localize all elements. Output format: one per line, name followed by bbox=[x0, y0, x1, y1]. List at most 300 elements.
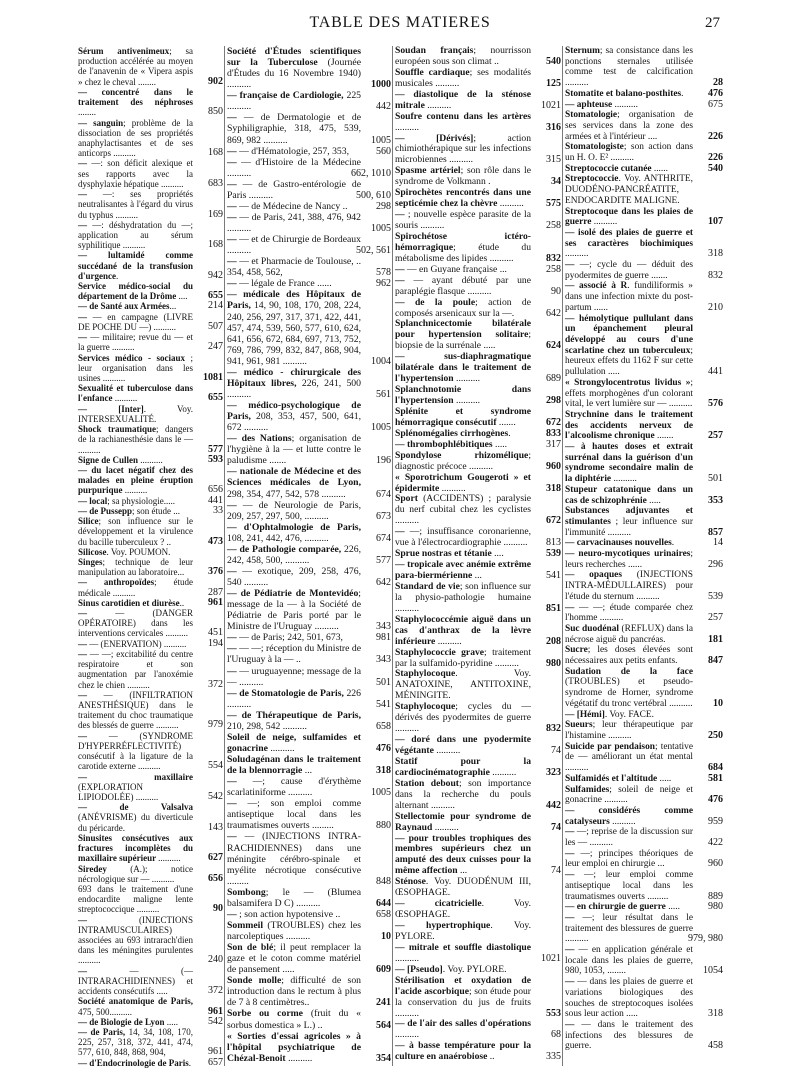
entry-text: — maxillaire (EXPLORATION LIPIODOLÉE) .......... bbox=[78, 771, 193, 802]
index-entry bbox=[395, 276, 561, 298]
index-entry bbox=[565, 710, 723, 721]
entry-text: Staphylocoque. Voy. ANATOXINE, ANTITOXINE, MÉNINGITE. bbox=[395, 668, 531, 702]
entry-text: Stomatite et balano-posthites. bbox=[565, 88, 684, 99]
index-entry bbox=[227, 544, 391, 566]
index-entry bbox=[227, 831, 391, 886]
entry-text: — — —; excitabilité du centre respiratoire et son augmentation par l'anoxémie chez le chien .......... bbox=[78, 648, 193, 690]
index-column-4 bbox=[565, 46, 723, 1052]
index-entry bbox=[565, 228, 723, 260]
entry-page: 68 bbox=[551, 1029, 561, 1041]
entry-text: Société d'Études scientifiques sur la Tuberculose (Journée d'Études du 16 Novembre 1940) .......... bbox=[227, 46, 361, 91]
index-entry bbox=[565, 774, 723, 785]
index-entry bbox=[227, 920, 391, 942]
entry-text: — en chirurgie de guerre ..... bbox=[565, 902, 680, 913]
entry-page: 857 bbox=[708, 526, 723, 538]
entry-page: 1005 bbox=[371, 223, 391, 234]
page-number: 27 bbox=[705, 15, 720, 31]
entry-page: 317 bbox=[546, 438, 561, 450]
index-entry bbox=[78, 996, 223, 1016]
entry-page: 627 bbox=[208, 852, 223, 864]
index-entry bbox=[395, 877, 561, 899]
entry-text: — — dans les plaies de guerre et variations biologiques des souches de streptocoques isolées sous leur action ..... bbox=[565, 977, 693, 1020]
entry-text: « Strongylocentrotus lividus »; effets morphogènes d'un colorant vital, le vert lumière sur — .......... bbox=[565, 377, 693, 410]
index-entry bbox=[78, 1027, 223, 1058]
index-entry bbox=[78, 118, 223, 159]
entry-text: Sudation de la face (TROUBLES) et pseudo-syndrome de Horner, syndrome végétatif du tronc vertébral .......... bbox=[565, 666, 693, 709]
index-entry bbox=[395, 735, 561, 757]
entry-page: 813 bbox=[546, 537, 561, 549]
index-entry bbox=[227, 887, 391, 909]
entry-page: 210 bbox=[708, 301, 723, 313]
index-entry bbox=[395, 702, 561, 735]
entry-page: 880 bbox=[376, 820, 391, 832]
entry-text: Société anatomique de Paris, 475, 500.......... bbox=[78, 996, 193, 1017]
entry-page: 657 bbox=[208, 1056, 223, 1068]
index-entry bbox=[395, 921, 561, 943]
entry-text: Staphylococcie grave; traitement par la sulfamido-pyridine .......... bbox=[395, 646, 531, 669]
entry-page: 961 bbox=[208, 1046, 223, 1058]
index-entry bbox=[395, 779, 561, 812]
entry-text: — considérés comme catalyseurs .......... bbox=[565, 805, 693, 827]
entry-text: — — (SYNDROME D'HYPERRÉFLECTIVITÉ) consécutif à la ligature de la carotide externe .......... bbox=[78, 730, 193, 772]
entry-page: 889 bbox=[708, 890, 723, 902]
entry-page: 981 bbox=[376, 632, 391, 644]
index-entry bbox=[78, 690, 223, 731]
index-entry bbox=[78, 301, 223, 311]
index-entry bbox=[565, 1020, 723, 1052]
index-entry bbox=[78, 649, 223, 690]
entry-page: 343 bbox=[376, 621, 391, 633]
entry-text: Station debout; son importance dans la recherche du pouls alternant .......... bbox=[395, 777, 531, 811]
entry-text: — — de Neurologie de Paris, 209, 257, 297, 500, .......... bbox=[227, 499, 361, 522]
entry-page: 107 bbox=[708, 216, 723, 228]
entry-text: — neuro-mycotiques urinaires; leurs recherches ...... bbox=[565, 549, 693, 570]
entry-text: — concentré dans le traitement des néphroses ........ bbox=[78, 86, 193, 118]
entry-text: — —; principes théoriques de leur emploi en chirurgie ... bbox=[565, 848, 693, 870]
entry-text: — — en campagne (LIVRE DE POCHE DU —) .......... bbox=[78, 311, 193, 332]
index-entry bbox=[78, 833, 223, 864]
entry-page: 168 bbox=[208, 239, 223, 251]
entry-page: 318 bbox=[376, 765, 391, 777]
entry-text: Service médico-social du département de la Drôme .... bbox=[78, 281, 193, 302]
index-entry bbox=[565, 110, 723, 142]
entry-page: 241 bbox=[376, 997, 391, 1009]
entry-page: 442 bbox=[546, 799, 561, 811]
entry-page: 196 bbox=[376, 455, 391, 467]
entry-page: 593 bbox=[208, 453, 223, 465]
entry-page: 422 bbox=[708, 837, 723, 849]
entry-text: — sus-diaphragmatique bilatérale dans le traitement de l'hypertension .......... bbox=[395, 351, 531, 385]
entry-text: — —: déshydratation du —; application au sérum syphilitique .......... bbox=[78, 219, 193, 251]
entry-page: 542 bbox=[208, 1015, 223, 1027]
entry-text: Silice; son influence sur le développement et la virulence du bacille tuberculeux ? .. bbox=[78, 516, 193, 547]
index-entry bbox=[565, 549, 723, 570]
entry-text: — — militaire; revue du — et la guerre .......... bbox=[78, 332, 193, 353]
index-entry bbox=[395, 943, 561, 965]
entry-page: 10 bbox=[381, 931, 391, 942]
index-entry bbox=[78, 772, 223, 803]
entry-text: Sprue nostras et tétanie .... bbox=[395, 548, 504, 560]
index-entry bbox=[78, 1058, 223, 1068]
entry-page: 847 bbox=[708, 655, 723, 667]
entry-text: — — (DANGER OPÉRATOIRE) dans les interventions cervicales .......... bbox=[78, 608, 193, 639]
entry-page: 208 bbox=[546, 635, 561, 647]
index-entry bbox=[565, 378, 723, 410]
index-entry bbox=[395, 757, 561, 779]
index-entry bbox=[227, 666, 391, 688]
index-entry bbox=[395, 166, 561, 188]
index-entry bbox=[565, 902, 723, 913]
index-entry bbox=[227, 46, 391, 90]
entry-text: — — dans le traitement des infections des blessures de guerre. bbox=[565, 1019, 693, 1052]
index-entry bbox=[78, 158, 223, 189]
entry-text: — d'Endocrinologie de Paris. bbox=[78, 1057, 192, 1068]
entry-page: 658 bbox=[376, 908, 391, 920]
entry-text: Sommeil (TROUBLES) chez les narcoleptiques .......... bbox=[227, 919, 362, 942]
entry-text: 693 dans le traitement d'une endocardite maligne lente streptococcique .......... bbox=[78, 883, 193, 915]
entry-text: — du lacet négatif chez des malades en pleine éruption purpurique .......... bbox=[78, 464, 193, 496]
entry-text: — hémolytique pullulant dans un épanchement pleural développé au cours d'une scarlatine chez un tuberculeux; heureux effets du 1162 F sur cette pullulation ..... bbox=[565, 313, 693, 378]
entry-page: 656 bbox=[208, 872, 223, 884]
entry-page: 316 bbox=[546, 121, 561, 133]
entry-page: 979, 980 bbox=[688, 933, 723, 945]
entry-page: 642 bbox=[376, 577, 391, 588]
entry-page: 298 bbox=[546, 395, 561, 406]
entry-page: 226 bbox=[708, 152, 723, 164]
entry-page: 564 bbox=[376, 1019, 391, 1031]
entry-text: — médico - chirurgicale des Hôpitaux libres, 226, 241, 500 .......... bbox=[227, 366, 361, 400]
index-entry bbox=[395, 560, 561, 582]
index-entry bbox=[78, 455, 223, 465]
entry-text: — — en application générale et locale dans les plaies de guerre, 980, 1053, ........ bbox=[565, 945, 693, 977]
index-entry bbox=[78, 312, 223, 332]
index-entry bbox=[78, 577, 223, 597]
index-entry bbox=[565, 164, 723, 175]
entry-text: — isolé des plaies de guerre et ses caractères biochimiques .......... bbox=[565, 227, 693, 260]
entry-text: Sorbe ou corme (fruit du « sorbus domestica » L.) .. bbox=[227, 1008, 361, 1031]
entry-text: Sombong; le — (Blumea balsamifera D C) .......... bbox=[227, 886, 361, 909]
entry-page: 656 bbox=[208, 484, 223, 496]
entry-page: 1005 bbox=[371, 787, 391, 799]
entry-text: Sonde molle; difficulté de son introduction dans le rectum à plus de 7 à 8 centimètres.. bbox=[227, 975, 362, 1009]
index-entry bbox=[565, 742, 723, 774]
entry-page: 673 bbox=[376, 510, 391, 522]
entry-page: 624 bbox=[546, 340, 561, 352]
entry-page: 902 bbox=[208, 75, 223, 87]
entry-text: Splénite et syndrome hémorragique consécutif ....... bbox=[395, 405, 531, 428]
entry-text: Stérilisation et oxydation de l'acide ascorbique; son étude pour la conservation du jus de fruits .......... bbox=[395, 974, 531, 1019]
entry-text: Spirochétose ictéro-hémorragique; étude du métabolisme des lipides .......... bbox=[395, 230, 531, 264]
entry-text: Silicose. Voy. POUMON. bbox=[78, 546, 171, 557]
entry-page: 287 bbox=[208, 586, 223, 598]
index-entry bbox=[565, 485, 723, 506]
entry-page: 961 bbox=[208, 596, 223, 608]
entry-page: 980 bbox=[546, 657, 561, 669]
entry-page: 672 bbox=[546, 416, 561, 428]
index-entry bbox=[227, 289, 391, 366]
entry-text: — — uruguayenne; message de la — .......... bbox=[227, 665, 361, 688]
entry-page: 500, 610 bbox=[356, 189, 391, 201]
entry-page: 642 bbox=[546, 307, 561, 319]
entry-page: 34 bbox=[551, 176, 561, 188]
entry-page: 553 bbox=[546, 1007, 561, 1019]
entry-text: — tropicale avec anémie extrême para-biermérienne ... bbox=[395, 559, 531, 581]
entry-text: — —: son déficit alexique et ses rapports avec la dysphylaxie hépatique .......... bbox=[78, 158, 193, 189]
entry-page: 581 bbox=[708, 772, 723, 784]
entry-text: — —; son emploi comme antiseptique local dans les traumatismes ouverts ......... bbox=[227, 798, 361, 832]
entry-page: 655 bbox=[208, 290, 223, 302]
index-entry bbox=[565, 624, 723, 645]
entry-text: — française de Cardiologie, 225 .......... bbox=[227, 90, 361, 113]
index-entry bbox=[395, 210, 561, 232]
index-entry bbox=[78, 864, 223, 884]
entry-text: — associé à R. fundiliformis » dans une infection mixte du post-partum ...... bbox=[565, 281, 693, 313]
entry-text: — — exotique, 209, 258, 476, 540 .......... bbox=[227, 565, 361, 588]
index-entry bbox=[395, 527, 561, 549]
entry-page: 298 bbox=[376, 200, 391, 212]
entry-page: 980 bbox=[708, 901, 723, 913]
entry-text: — de la poule; action de composés arsenicaux sur la —. bbox=[395, 296, 531, 319]
entry-text: Suc duodénal (REFLUX) dans la nécrose aiguë du pancréas. bbox=[565, 623, 693, 645]
entry-text: Soleil de neige, sulfamides et gonacrine .......... bbox=[227, 731, 361, 754]
index-column-3 bbox=[395, 46, 561, 1063]
entry-text: — — en Guyane française ... bbox=[395, 263, 507, 275]
index-entry bbox=[227, 400, 391, 433]
entry-page: 675 bbox=[708, 98, 723, 110]
entry-page: 542 bbox=[208, 790, 223, 802]
entry-page: 318 bbox=[546, 482, 561, 494]
entry-page: 169 bbox=[208, 208, 223, 220]
index-entry bbox=[227, 256, 391, 278]
entry-page: 539 bbox=[708, 590, 723, 602]
index-entry bbox=[78, 281, 223, 301]
entry-text: Singes; technique de leur manipulation au laboratoire... bbox=[78, 556, 193, 578]
index-entry bbox=[565, 603, 723, 624]
index-entry bbox=[78, 332, 223, 352]
entry-text: — [Inter]. Voy. INTERSEXUALITÉ. bbox=[78, 403, 193, 424]
index-entry bbox=[227, 522, 391, 544]
index-entry bbox=[565, 100, 723, 111]
index-entry bbox=[227, 754, 391, 776]
index-entry bbox=[395, 899, 561, 921]
index-entry bbox=[227, 632, 391, 643]
entry-text: Soudan français; nourrisson européen sous son climat .. bbox=[395, 45, 531, 67]
entry-page: 689 bbox=[546, 373, 561, 385]
entry-text: — mitrale et souffle diastolique .......... bbox=[395, 941, 531, 964]
entry-text: — — de Gastro-entérologie de Paris .......... bbox=[227, 178, 361, 201]
index-entry bbox=[565, 849, 723, 870]
entry-text: — [Hémi]. Voy. FACE. bbox=[565, 709, 654, 720]
index-entry bbox=[78, 557, 223, 577]
entry-text: — lultamidé comme succédané de la transfusion d'urgence. bbox=[78, 250, 193, 281]
entry-text: Stomatologiste; son action dans un H. O. E² .......... bbox=[565, 142, 693, 164]
entry-text: Splanchnotomie dans l'hypertension .......... bbox=[395, 384, 531, 406]
index-entry bbox=[565, 89, 723, 100]
entry-text: — ; son action hypotensive .. bbox=[227, 908, 341, 920]
entry-text: Services médico - sociaux ; leur organisation dans les usines .......... bbox=[78, 352, 193, 383]
entry-text: Standard de vie; son influence sur la physio-pathologie humaine .......... bbox=[395, 580, 531, 614]
entry-page: 832 bbox=[546, 723, 561, 735]
entry-text: Signe de Cullen .......... bbox=[78, 454, 163, 465]
entry-page: 540 bbox=[546, 55, 561, 67]
index-entry bbox=[565, 945, 723, 977]
index-entry bbox=[565, 260, 723, 281]
index-column-2 bbox=[227, 46, 391, 1064]
index-entry bbox=[78, 220, 223, 251]
entry-text: Strychnine dans le traitement des accidents nerveux de l'alcoolisme chronique ....... bbox=[565, 409, 693, 442]
entry-text: Sport (ACCIDENTS) ; paralysie du nerf cubital chez les cyclistes .......... bbox=[395, 493, 531, 527]
entry-text: Soufre contenu dans les artères .......... bbox=[395, 110, 531, 133]
entry-text: — — de Médecine de Nancy .. bbox=[227, 200, 348, 212]
index-entry bbox=[78, 598, 223, 608]
entry-page: 1054 bbox=[703, 965, 723, 977]
entry-page: 501 bbox=[376, 676, 391, 688]
index-entry bbox=[395, 451, 561, 473]
entry-text: Sexualité et tuberculose dans l'enfance .......... bbox=[78, 383, 193, 404]
entry-text: « Sorties d'essai agricoles » à l'hôpital psychiatrique de Chézal-Benoit .......... bbox=[227, 1030, 361, 1064]
entry-page: 442 bbox=[376, 101, 391, 113]
entry-page: 655 bbox=[208, 392, 223, 404]
index-entry bbox=[227, 112, 391, 145]
entry-text: — à basse température pour la culture en anaérobiose .. bbox=[395, 1040, 531, 1063]
page-header bbox=[0, 14, 800, 40]
entry-page: 658 bbox=[376, 720, 391, 732]
index-entry bbox=[565, 720, 723, 741]
entry-page: 257 bbox=[708, 430, 723, 442]
entry-page: 74 bbox=[551, 865, 561, 877]
index-entry bbox=[395, 648, 561, 670]
entry-text: Substances adjuvantes et stimulantes ; leur influence sur l'immunité .......... bbox=[565, 506, 693, 538]
entry-page: 960 bbox=[546, 460, 561, 472]
index-entry bbox=[395, 1041, 561, 1063]
entry-text: — — (— INTRARACHIDIENNES) et accidents consécutifs ..... bbox=[78, 965, 193, 997]
index-entry bbox=[565, 142, 723, 163]
index-entry bbox=[78, 465, 223, 496]
entry-page: 848 bbox=[376, 875, 391, 887]
entry-text: — local; sa physiologie..... bbox=[78, 495, 175, 506]
index-entry bbox=[227, 90, 391, 112]
entry-page: 181 bbox=[708, 633, 723, 645]
entry-page: 507 bbox=[208, 320, 223, 332]
entry-page: 540 bbox=[708, 162, 723, 174]
index-entry bbox=[78, 383, 223, 403]
entry-text: Staphylocoque; cycles du — dérivés des pyodermites de guerre .......... bbox=[395, 701, 531, 735]
index-entry bbox=[565, 506, 723, 538]
entry-text: — de Pédiatrie de Montevidéo; message de la — à la Société de Pédiatrie de Paris porté par le Ministre de l'Uruguay .......... bbox=[227, 588, 361, 633]
entry-page: 1004 bbox=[371, 355, 391, 367]
entry-page: 250 bbox=[708, 730, 723, 741]
entry-text: Splanchnicectomie bilatérale pour hypertension solitaire; biopsie de la surrénale ..... bbox=[395, 318, 531, 352]
entry-page: 14 bbox=[713, 537, 723, 549]
entry-page: 353 bbox=[708, 494, 723, 506]
entry-text: — des Nations; organisation de l'hygiène à la — et lutte contre le paludisme ....... bbox=[227, 433, 361, 467]
entry-text: — — de Paris; 242, 501, 673, bbox=[227, 632, 343, 644]
entry-text: — d'Ophtalmologie de Paris, 108, 241, 442, 476, .......... bbox=[227, 521, 361, 544]
entry-page: 832 bbox=[546, 252, 561, 264]
index-entry bbox=[78, 884, 223, 915]
index-entry bbox=[565, 410, 723, 442]
index-entry bbox=[227, 688, 391, 710]
entry-page: 578 bbox=[376, 267, 391, 279]
entry-page: 850 bbox=[208, 106, 223, 118]
entry-text: — — (INJECTIONS INTRA-RACHIDIENNES) dans une méningite cérébro-spinale et myélite nécrotique consécutive ......... bbox=[227, 831, 361, 887]
index-entry bbox=[395, 834, 561, 878]
index-entry bbox=[565, 538, 723, 549]
entry-page: 561 bbox=[376, 388, 391, 400]
entry-page: 541 bbox=[546, 570, 561, 581]
entry-text: — — (INFILTRATION ANESTHÉSIQUE) dans le traitement du choc traumatique des blessés de guerre .......... bbox=[78, 689, 193, 731]
entry-page: 609 bbox=[376, 964, 391, 976]
entry-page: 674 bbox=[376, 488, 391, 500]
index-entry bbox=[565, 281, 723, 313]
index-entry bbox=[565, 913, 723, 945]
index-entry bbox=[565, 667, 723, 710]
entry-page: 501 bbox=[708, 473, 723, 485]
index-entry bbox=[227, 566, 391, 588]
index-entry bbox=[565, 785, 723, 806]
index-entry bbox=[227, 798, 391, 831]
entry-text: — cicatricielle. Voy. ŒSOPHAGE. bbox=[395, 898, 531, 921]
index-entry bbox=[227, 212, 391, 234]
entry-text: — de Valsalva (ANÉVRISME) du diverticule du péricarde. bbox=[78, 802, 193, 833]
index-entry bbox=[78, 802, 223, 833]
entry-page: 577 bbox=[376, 554, 391, 566]
entry-page: 684 bbox=[708, 762, 723, 774]
entry-page: 354 bbox=[376, 1052, 391, 1064]
entry-page: 125 bbox=[546, 77, 561, 89]
entry-page: 575 bbox=[546, 198, 561, 210]
entry-page: 318 bbox=[708, 248, 723, 260]
index-entry bbox=[565, 870, 723, 902]
entry-page: 672 bbox=[546, 515, 561, 527]
entry-text: — —: ses propriétés neutralisantes à l'égard du virus du typhus .......... bbox=[78, 189, 193, 220]
entry-text: Spasme artériel; son rôle dans le syndrome de Volkmann . bbox=[395, 165, 531, 188]
entry-text: — —; cycle du — déduit des pyodermites de guerre ....... bbox=[565, 260, 693, 281]
index-entry bbox=[78, 915, 223, 966]
entry-text: — — de Dermatologie et de Syphiligraphie, 318, 475, 539, 869, 982 .......... bbox=[227, 112, 361, 146]
entry-text: — — et Pharmacie de Toulouse, .. 354, 458, 562, bbox=[227, 256, 361, 279]
entry-text: — — —; réception du Ministre de l'Uruguay à la — .. bbox=[227, 643, 361, 666]
entry-text: — de Santé aux Armées... bbox=[78, 301, 177, 312]
entry-page: 258 bbox=[546, 220, 561, 231]
index-entry bbox=[395, 188, 561, 210]
entry-page: 441 bbox=[208, 494, 223, 506]
entry-page: 942 bbox=[208, 269, 223, 281]
index-entry bbox=[78, 496, 223, 506]
index-entry bbox=[565, 570, 723, 602]
index-entry bbox=[78, 966, 223, 997]
index-entry bbox=[395, 385, 561, 407]
entry-page: 683 bbox=[208, 177, 223, 189]
entry-page: 539 bbox=[546, 548, 561, 560]
entry-page: 74 bbox=[551, 821, 561, 833]
entry-text: Stellectomie pour syndrome de Raynaud .......... bbox=[395, 810, 531, 833]
entry-page: 576 bbox=[708, 398, 723, 410]
index-entry bbox=[78, 506, 223, 516]
index-entry bbox=[395, 582, 561, 615]
entry-text: — — ayant débuté par une paraplégie flasque .......... bbox=[395, 274, 531, 297]
entry-page: 33 bbox=[213, 504, 223, 516]
entry-page: 960 bbox=[708, 858, 723, 870]
entry-text: — — (ENERVATION) .......... bbox=[78, 638, 187, 649]
entry-text: — nationale de Médecine et des Sciences médicales de Lyon, 298, 354, 477, 542, 578 .......... bbox=[227, 466, 361, 500]
entry-text: Spirochètes rencontrés dans une septicémie chez la chèvre .......... bbox=[395, 187, 531, 210]
entry-text: Streptococcie. Voy. ANTHRITE, DUODÉNO-PANCRÉATITE, ENDOCARDITE MALIGNE. bbox=[565, 174, 693, 206]
entry-page: 458 bbox=[708, 1040, 723, 1052]
entry-text: Sucre; les doses élevées sont nécessaires aux petits enfants. bbox=[565, 645, 693, 667]
index-entry bbox=[395, 352, 561, 385]
entry-page: 554 bbox=[208, 760, 223, 772]
